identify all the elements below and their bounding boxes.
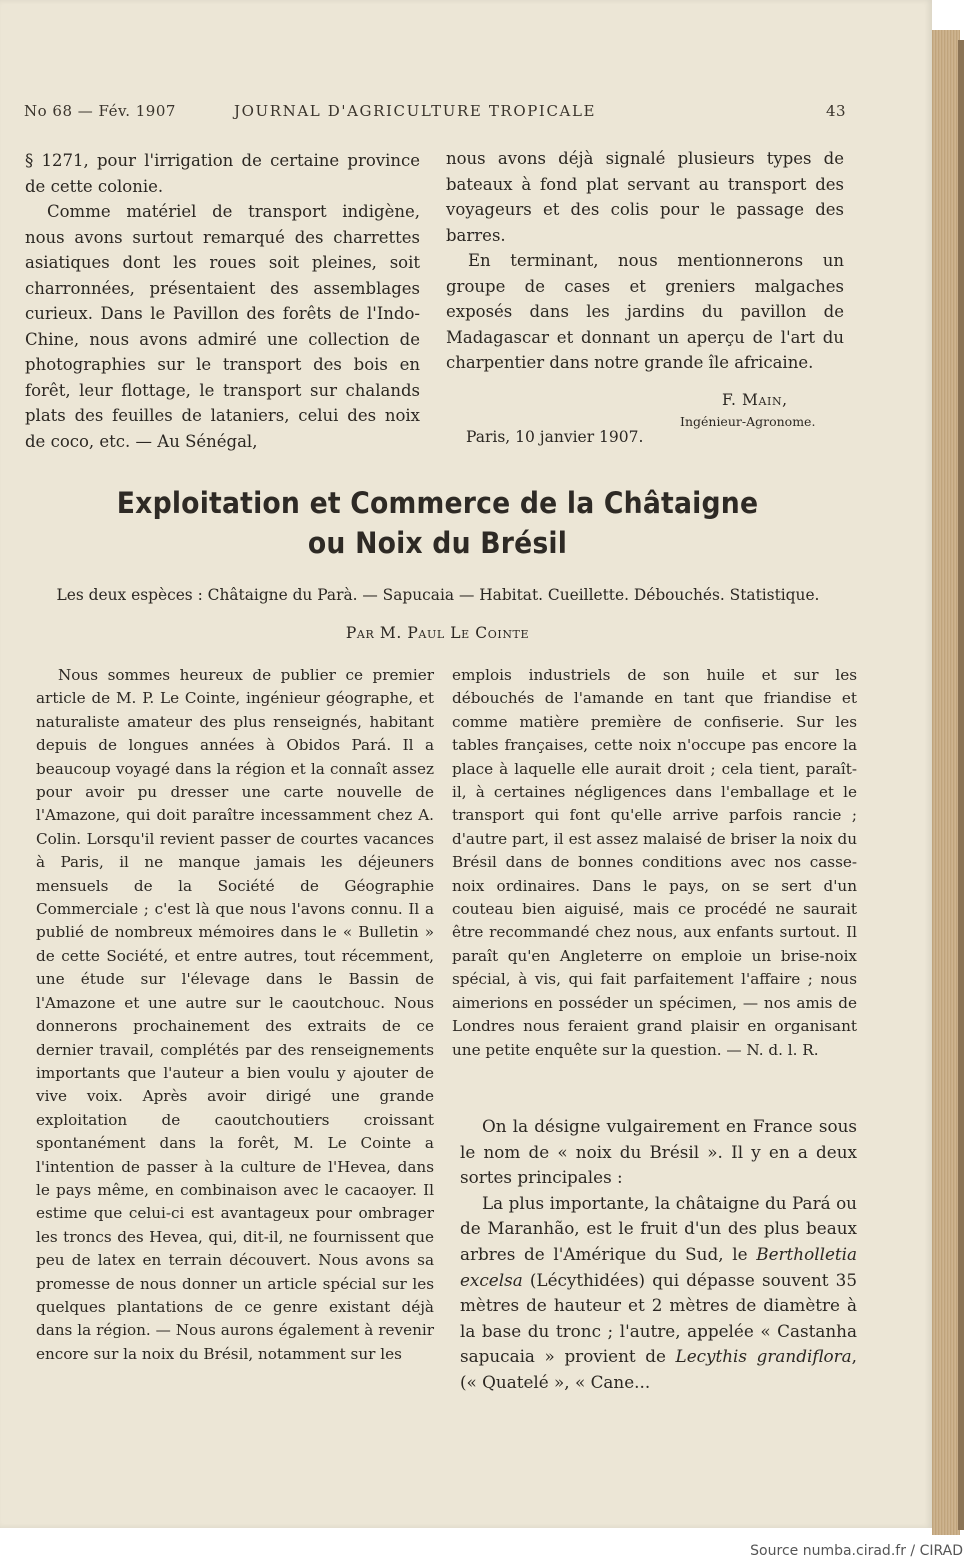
page-edge-shadow	[958, 40, 964, 1530]
editor-note-text: emplois industriels de son huile et sur les débouchés de l'amande en tant que friandise et comme matière première de confiserie. Sur les tables françaises, cette noix n'occupe pas encore la place à laquelle elle aurait droit ; cela tient, paraît-il, à certaines négligences dans l'emballage et le transport qui font qu'elle arrive parfois rancie ; d'autre part, il est assez malaisé de briser la noix du Brésil dans de bonnes conditions avec nos casse-noix ordinaires. Dans le pays, on se sert d'un couteau bien aiguisé, mais ce procédé ne saurait être recommandé chez nous, aux enfants surtout. Il paraît qu'en Angleterre on emploie un brise-noix spécial, à vis, qui fait parfaitement l'affaire ; nous aimerions en posséder un spécimen, — nos amis de Londres nous feraient grand plaisir en organisant une petite enquête sur la question. — N. d. l. R.	[452, 666, 857, 1059]
article-byline: Par M. Paul Le Cointe	[345, 624, 530, 642]
source-credit: Source numba.cirad.fr / CIRAD	[750, 1543, 963, 1559]
previous-article-paragraph: Comme matériel de transport indigène, nous avons surtout remarqué des charrettes asiatiques dont les roues soit pleines, soit charronnées, présentaient des assemblages curieux. Dans le Pavillon des forêts de l'Indo-Chine, nous avons admiré une collection de photographies sur le transport des bois en forêt, leur flottage, le transport sur chalands plats des feuilles de lataniers, celui des noix de coco, etc. — Au Sénégal,	[25, 202, 420, 451]
editor-note-right-column	[452, 664, 857, 1062]
running-head-issue: No 68 — Fév. 1907	[24, 102, 176, 120]
article-title-line-2: ou Noix du Brésil	[307, 526, 568, 560]
article-body-paragraph	[460, 1191, 857, 1396]
body-text: La plus importante, la châtaigne du Pará ou de Maranhão, est le fruit d'un des plus beaux arbres de l'Amérique du Sud, le	[460, 1192, 857, 1264]
previous-article-paragraph: § 1271, pour l'irrigation de certaine province de cette colonie.	[25, 151, 420, 196]
article-title-line-1: Exploitation et Commerce de la Châtaigne	[116, 486, 759, 520]
species-name: Lecythis grandiflora	[675, 1346, 852, 1367]
article-subtitle: Les deux espèces : Châtaigne du Parà. — Sapucaia — Habitat. Cueillette. Débouchés. Statistique.	[56, 586, 820, 604]
previous-article-paragraph: nous avons déjà signalé plusieurs types de bateaux à fond plat servant au transport des voyageurs et des colis pour le passage des barres.	[446, 149, 844, 245]
editor-note-left-column	[36, 664, 434, 1366]
body-text: , (« Quatelé », « Cane...	[460, 1346, 857, 1392]
article-body-column	[460, 1114, 857, 1396]
article-body-paragraph: On la désigne vulgairement en France sous le nom de « noix du Brésil ». Il y en a deux sortes principales :	[460, 1116, 857, 1188]
stacked-page-edges	[932, 30, 960, 1535]
signature-name: F. Main,	[722, 391, 788, 409]
running-head-journal-title: JOURNAL D'AGRICULTURE TROPICALE	[234, 102, 597, 120]
previous-article-left-column	[25, 148, 420, 454]
previous-article-paragraph: En terminant, nous mentionnerons un groupe de cases et greniers malgaches exposés dans les jardins du pavillon de Madagascar et donnant un aperçu de l'art du charpentier dans notre grande île africaine.	[446, 251, 844, 372]
dateline: Paris, 10 janvier 1907.	[466, 428, 644, 446]
editor-note-text: Nous sommes heureux de publier ce premier article de M. P. Le Cointe, ingénieur géographe, et naturaliste amateur des plus renseignés, habitant depuis de longues années à Obidos Pará. Il a beaucoup voyagé dans la région et la connaît assez pour avoir pu dresser une carte nouvelle de l'Amazone, qui doit paraître incessamment chez A. Colin. Lorsqu'il revient passer de courtes vacances à Paris, il ne manque jamais les déjeuners mensuels de la Société de Géographie Commerciale ; c'est là que nous l'avons connu. Il a publié de nombreux mémoires dans le « Bulletin » de cette Société, et entre autres, tout récemment, une étude sur l'élevage dans le Bassin de l'Amazone et une autre sur le caoutchouc. Nous donnerons prochainement des extraits de ce dernier travail, complétés par des renseignements importants que l'auteur a bien voulu y ajouter de vive voix. Après avoir dirigé une grande exploitation de caoutchoutiers croissant spontanément dans la forêt, M. Le Cointe a l'intention de passer à la culture de l'Hevea, dans le pays même, en combinaison avec le cacaoyer. Il estime que celui-ci est avantageux pour ombrager les troncs des Hevea, qui, dit-il, ne fournissent que peu de latex en terrain découvert. Nous avons sa promesse de nous donner un article spécial sur les quelques plantations de ce genre existant déjà dans la région. — Nous aurons également à revenir encore sur la noix du Brésil, notamment sur les	[36, 666, 434, 1363]
previous-article-right-column	[446, 146, 844, 376]
signature-title: Ingénieur-Agronome.	[680, 414, 816, 429]
page-number: 43	[826, 102, 847, 120]
species-name: Bertholletia excelsa	[460, 1243, 857, 1290]
body-text: (Lécythidées) qui dépasse souvent 35 mètres de hauteur et 2 mètres de diamètre à la base du tronc ; l'autre, appelée « Castanha sapucaia » provient de	[460, 1269, 857, 1367]
